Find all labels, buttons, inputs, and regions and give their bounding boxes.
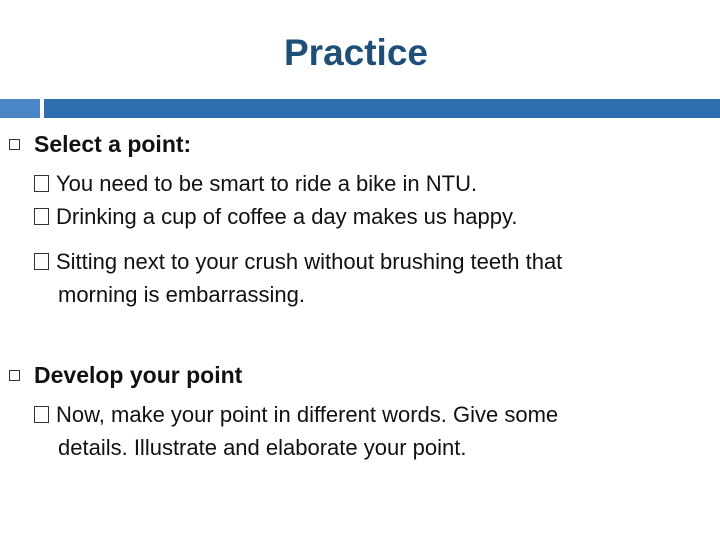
list-item: Now, make your point in different words. Give some <box>34 398 558 431</box>
list-item: You need to be smart to ride a bike in NTU. <box>34 167 477 200</box>
slide-title: Practice <box>284 32 428 73</box>
list-item-continuation: details. Illustrate and elaborate your point. <box>58 435 467 460</box>
list-item-continuation: morning is embarrassing. <box>58 282 305 307</box>
bullet-icon <box>9 370 20 381</box>
bullet-icon <box>9 139 20 150</box>
sub-bullet-icon <box>34 406 49 423</box>
sub-bullet-icon <box>34 208 49 225</box>
list-item: Drinking a cup of coffee a day makes us happy. <box>34 200 517 233</box>
section-heading-develop-point: Develop your point <box>34 362 243 388</box>
title-rule-left <box>0 99 40 118</box>
sub-bullet-icon <box>34 253 49 270</box>
sub-bullet-icon <box>34 175 49 192</box>
list-item: Sitting next to your crush without brushing teeth that <box>34 245 562 278</box>
section-heading-select-point: Select a point: <box>34 131 192 157</box>
title-rule-right <box>44 99 720 118</box>
